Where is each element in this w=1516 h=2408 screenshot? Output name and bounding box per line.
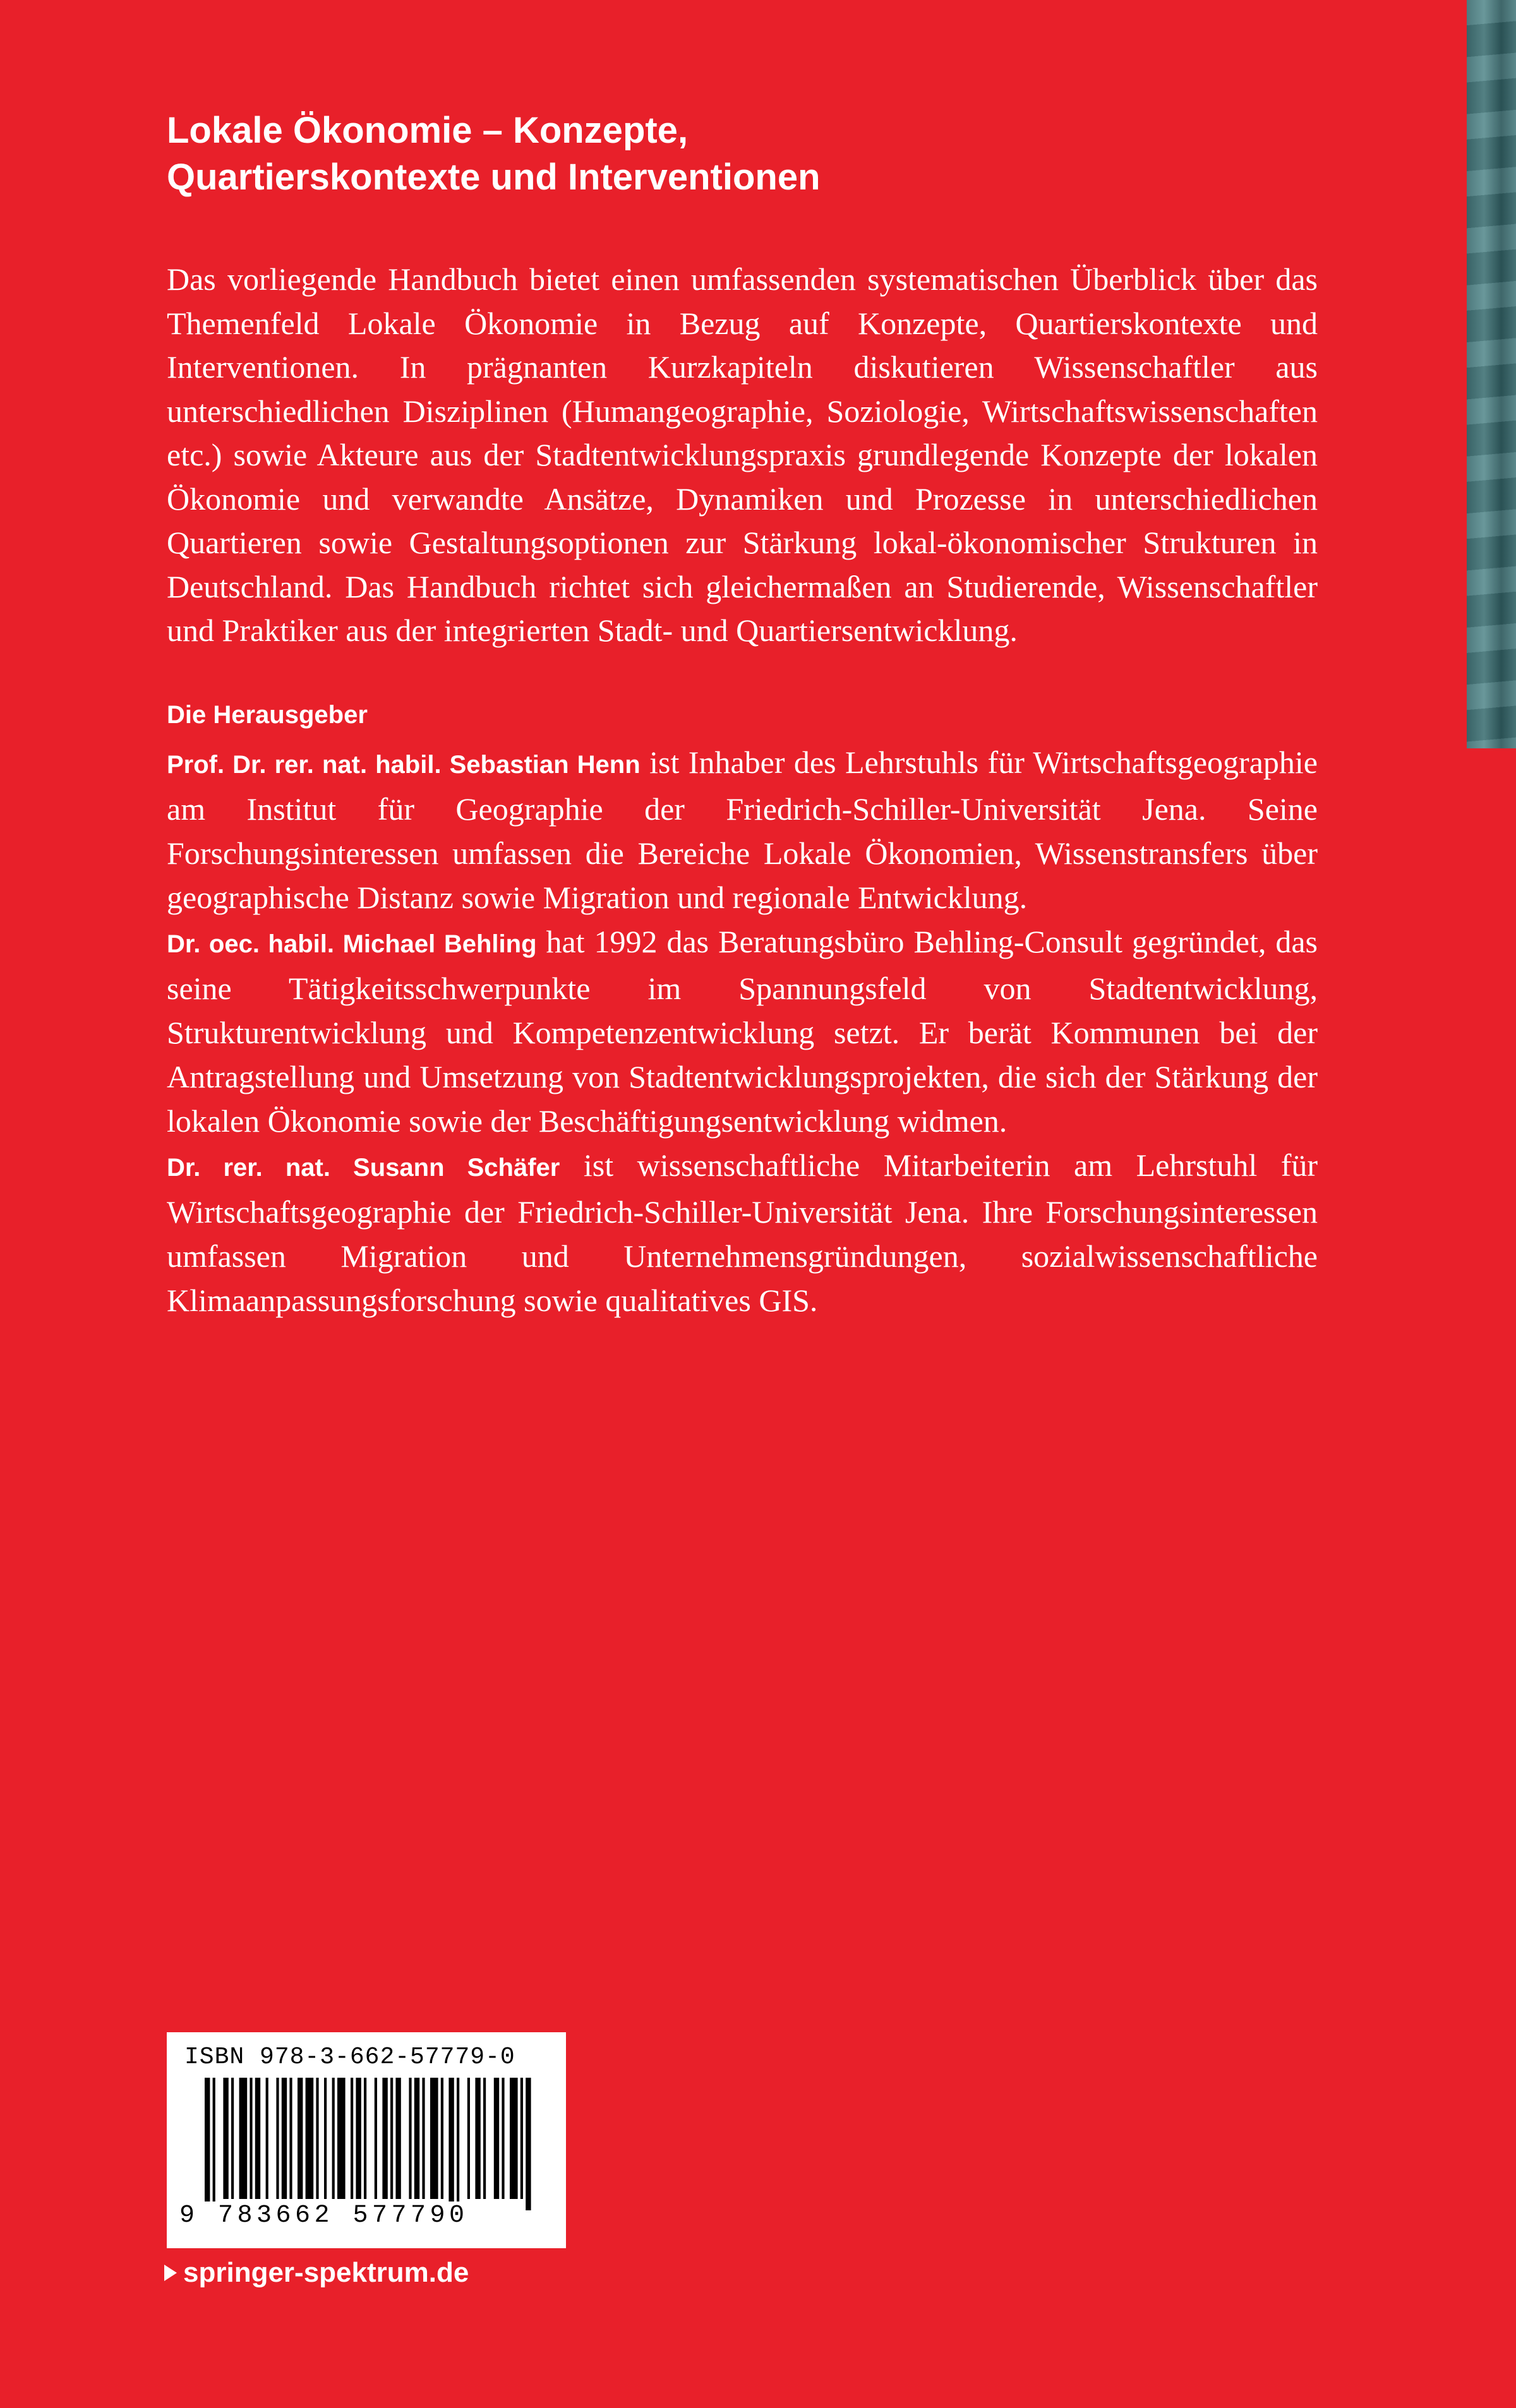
barcode-bar <box>223 2078 228 2199</box>
barcode-bar <box>289 2078 292 2199</box>
barcode-bar <box>520 2078 523 2199</box>
barcode-bar <box>375 2078 377 2199</box>
barcode-bar <box>276 2078 279 2199</box>
barcode-bar <box>332 2078 335 2199</box>
barcode-bar <box>502 2078 504 2199</box>
barcode-bar <box>390 2078 393 2199</box>
arrow-right-icon <box>164 2265 177 2281</box>
editor-bio-text: ist wissenschaftliche Mitarbeiterin am Lehrstuhl für Wirtschaftsgeographie der Friedrich-Schiller-Universität Jena. Ihre Forschungsinteressen umfassen Migration und Unternehmensgründungen, sozialwissenschaftliche Klimaanpassungsforschung sowie qualitatives GIS. <box>167 1147 1318 1318</box>
barcode-bar <box>231 2078 234 2199</box>
barcode-bar <box>441 2078 443 2199</box>
barcode-bars <box>205 2078 533 2210</box>
editor-bio-text: hat 1992 das Beratungsbüro Behling-Consult gegründet, das seine Tätigkeitsschwerpunkte im Spannungsfeld von Stadtentwicklung, Strukturentwicklung und Kompetenzentwicklung setzt. Er berät Kommunen bei der Antragstellung und Umsetzung von Stadtentwicklungsprojekten, die sich der Stärkung der lokalen Ökonomie sowie der Beschäftigungsentwicklung widmen. <box>167 923 1318 1139</box>
isbn-label: ISBN 978-3-662-57779-0 <box>184 2044 515 2071</box>
editor-name: Dr. rer. nat. Susann Schäfer <box>167 1153 560 1182</box>
barcode-bar <box>351 2078 353 2199</box>
back-cover-content <box>167 107 1318 1322</box>
barcode-bar <box>306 2078 314 2199</box>
barcode-bar <box>475 2078 480 2199</box>
barcode-bar <box>483 2078 486 2199</box>
barcode-bar <box>324 2078 327 2199</box>
editor-bio <box>167 919 1318 1143</box>
barcode-bar <box>494 2078 499 2199</box>
barcode-bar <box>395 2078 400 2199</box>
barcode-bar <box>205 2078 210 2210</box>
barcode-bar <box>337 2078 346 2199</box>
title-line-2: Quartierskontexte und Interventionen <box>167 157 821 198</box>
barcode-digits: 9 783662 577790 <box>179 2201 469 2230</box>
cover-edge-image <box>1467 0 1516 748</box>
editor-name: Dr. oec. habil. Michael Behling <box>167 930 537 958</box>
barcode-bar <box>266 2078 268 2199</box>
barcode-bar <box>364 2078 366 2199</box>
abstract-text: Das vorliegende Handbuch bietet einen umfassenden systematischen Überblick über das Themenfeld Lokale Ökonomie in Bezug auf Konzepte, Quartierskontexte und Interventionen. In prägnanten Kurzkapiteln diskutieren Wissenschaftler aus unterschiedlichen Disziplinen (Humangeographie, Soziologie, Wirtschaftswissenschaften etc.) sowie Akteure aus der Stadtentwicklungspraxis grundlegende Konzepte der lokalen Ökonomie und verwandte Ansätze, Dynamiken und Prozesse in unterschiedlichen Quartieren sowie Gestaltungsoptionen zur Stärkung lokal-ökonomischer Strukturen in Deutschland. Das Handbuch richtet sich gleichermaßen an Studierende, Wissenschaftler und Praktiker aus der integrierten Stadt- und Quartiersentwicklung. <box>167 261 1318 648</box>
isbn-barcode <box>167 2032 566 2248</box>
barcode-bar <box>414 2078 419 2199</box>
publisher-link[interactable] <box>164 2257 469 2289</box>
barcode-bar <box>382 2078 387 2199</box>
barcode-bar <box>213 2078 215 2210</box>
editor-bio <box>167 740 1318 919</box>
barcode-bar <box>239 2078 248 2199</box>
editors-heading: Die Herausgeber <box>167 700 368 729</box>
barcode-bar <box>282 2078 287 2199</box>
editor-bio-text: ist Inhaber des Lehrstuhls für Wirtschaftsgeographie am Institut für Geographie der Friedrich-Schiller-Universität Jena. Seine Forschungsinteressen umfassen die Bereiche Lokale Ökonomien, Wissenstransfers über geographische Distanz sowie Migration und regionale Entwicklung. <box>167 744 1318 915</box>
barcode-bar <box>430 2078 438 2199</box>
barcode-bar <box>255 2078 260 2199</box>
barcode-bar <box>467 2078 470 2199</box>
publisher-link-text: springer-spektrum.de <box>183 2257 469 2288</box>
barcode-bar <box>448 2078 454 2210</box>
barcode-bar <box>316 2078 318 2199</box>
editor-bio <box>167 1143 1318 1322</box>
barcode-bar <box>356 2078 361 2199</box>
barcode-bar <box>457 2078 459 2210</box>
editor-name: Prof. Dr. rer. nat. habil. Sebastian Henn <box>167 750 641 779</box>
barcode-bar <box>250 2078 252 2199</box>
barcode-bar <box>409 2078 411 2199</box>
book-title <box>167 107 1318 201</box>
barcode-bar <box>510 2078 518 2199</box>
barcode-bar <box>298 2078 303 2199</box>
barcode-bar <box>526 2078 531 2210</box>
barcode-bar <box>422 2078 424 2199</box>
title-line-1: Lokale Ökonomie – Konzepte, <box>167 110 689 151</box>
